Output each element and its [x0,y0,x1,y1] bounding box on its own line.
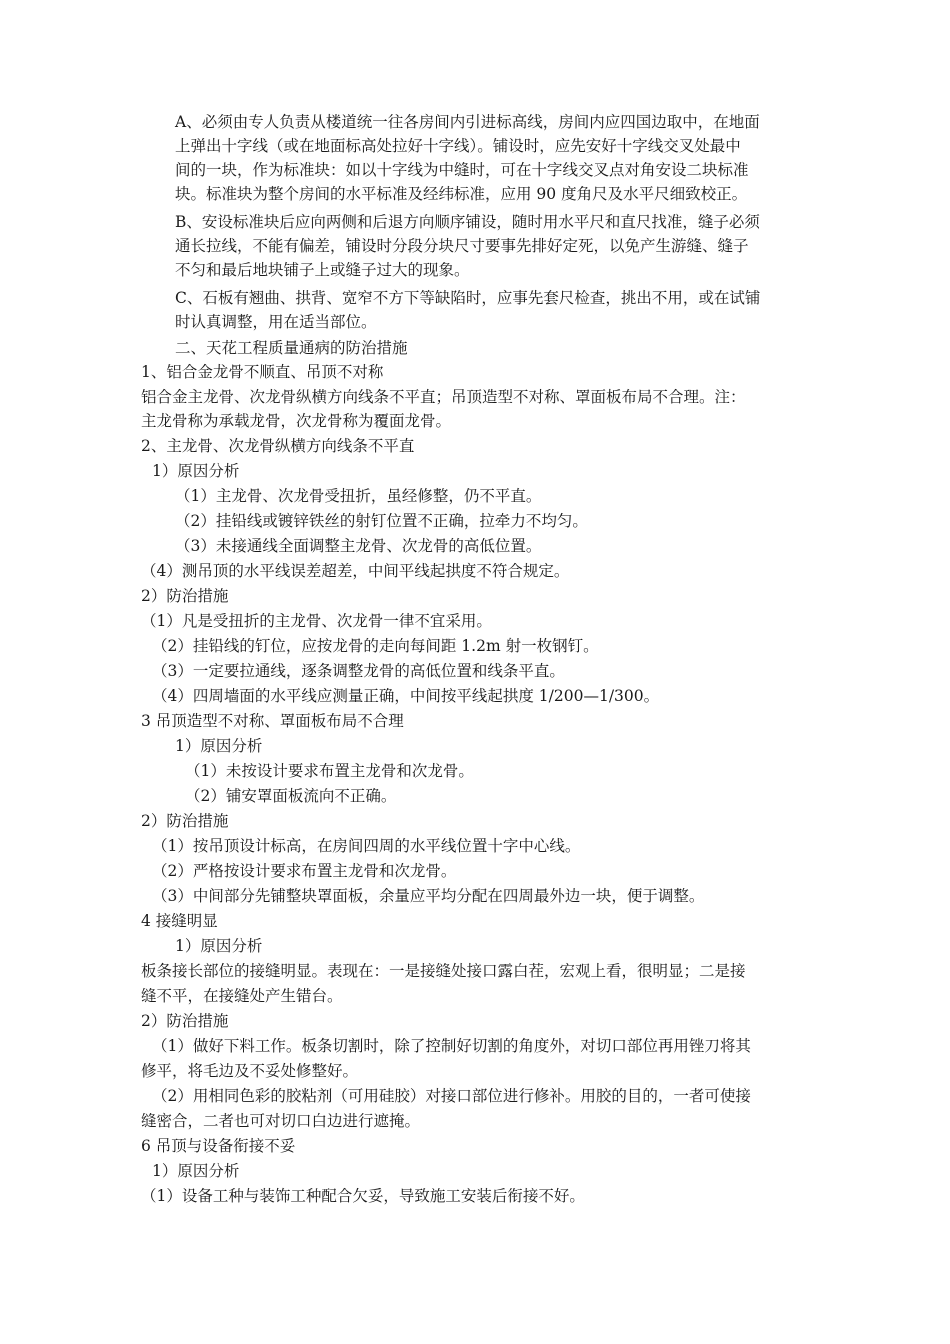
text-line: 1）原因分析 [152,462,240,480]
text-line: 2）防治措施 [141,587,229,605]
text-line: 1、铝合金龙骨不顺直、吊顶不对称 [141,363,384,381]
text-line: （3）未接通线全面调整主龙骨、次龙骨的高低位置。 [175,537,542,555]
text-line: 不匀和最后地块铺子上或缝子过大的现象。 [175,261,470,279]
text-line: 铝合金主龙骨、次龙骨纵横方向线条不平直；吊顶造型不对称、罩面板布局不合理。注： [141,388,746,406]
text-line: （1）主龙骨、次龙骨受扭折，虽经修整，仍不平直。 [175,487,542,505]
text-line: （1）凡是受扭折的主龙骨、次龙骨一律不宜采用。 [141,612,492,630]
text-line: （3）一定要拉通线，逐条调整龙骨的高低位置和线条平直。 [152,662,565,680]
text-line: 块。标准块为整个房间的水平标准及经纬标准，应用 90 度角尺及水平尺细致校正。 [175,185,748,203]
text-line: （2）铺安罩面板流向不正确。 [185,787,397,805]
text-line: 通长拉线，不能有偏差，铺设时分段分块尺寸要事先排好定死，以免产生游缝、缝子 [175,237,749,255]
text-line: （1）设备工种与装饰工种配合欠妥，导致施工安装后衔接不好。 [141,1187,585,1205]
text-line: 2）防治措施 [141,1012,229,1030]
text-line: 缝不平，在接缝处产生错台。 [141,987,343,1005]
text-line: 2、主龙骨、次龙骨纵横方向线条不平直 [141,437,415,455]
text-line: 时认真调整，用在适当部位。 [175,313,377,331]
text-line: 间的一块，作为标准块：如以十字线为中缝时，可在十字线交叉点对角安设二块标准 [175,161,749,179]
text-line: （3）中间部分先铺整块罩面板，余量应平均分配在四周最外边一块，便于调整。 [152,887,705,905]
section-heading: 二、天花工程质量通病的防治措施 [175,339,408,357]
text-line: （1）未按设计要求布置主龙骨和次龙骨。 [185,762,474,780]
text-line: 修平，将毛边及不妥处修整好。 [141,1062,359,1080]
text-line: 3 吊顶造型不对称、罩面板布局不合理 [141,712,404,730]
text-line: （4）四周墙面的水平线应测量正确，中间按平线起拱度 1/200—1/300。 [152,687,660,705]
text-line: 主龙骨称为承载龙骨，次龙骨称为覆面龙骨。 [141,412,452,430]
text-line: （2）用相同色彩的胶粘剂（可用硅胶）对接口部位进行修补。用胶的目的，一者可使接 [152,1087,751,1105]
text-line: （2）挂铅线的钉位，应按龙骨的走向每间距 1.2m 射一枚钢钉。 [152,637,599,655]
text-line: 板条接长部位的接缝明显。表现在：一是接缝处接口露白茬，宏观上看，很明显；二是接 [141,962,746,980]
text-line: （1）做好下料工作。板条切割时，除了控制好切割的角度外，对切口部位再用锉刀将其 [152,1037,751,1055]
text-line: 1）原因分析 [175,937,263,955]
text-line: C、石板有翘曲、拱背、宽窄不方下等缺陷时，应事先套尺检查，挑出不用，或在试铺 [175,289,761,307]
text-line: （2）严格按设计要求布置主龙骨和次龙骨。 [152,862,457,880]
text-line: A、必须由专人负责从楼道统一往各房间内引进标高线，房间内应四国边取中，在地面 [175,113,760,131]
text-line: （4）测吊顶的水平线误差超差，中间平线起拱度不符合规定。 [141,562,570,580]
text-line: B、安设标准块后应向两侧和后退方向顺序铺设，随时用水平尺和直尺找准，缝子必须 [175,213,760,231]
text-line: 4 接缝明显 [141,912,218,930]
text-line: 2）防治措施 [141,812,229,830]
text-line: （2）挂铅线或镀锌铁丝的射钉位置不正确，拉牵力不均匀。 [175,512,588,530]
text-line: 缝密合，二者也可对切口白边进行遮掩。 [141,1112,421,1130]
text-line: 上弹出十字线（或在地面标高处拉好十字线）。铺设时，应先安好十字线交叉处最中 [175,137,741,155]
text-line: （1）按吊顶设计标高，在房间四周的水平线位置十字中心线。 [152,837,581,855]
text-line: 1）原因分析 [175,737,263,755]
text-line: 1）原因分析 [152,1162,240,1180]
text-line: 6 吊顶与设备衔接不妥 [141,1137,296,1155]
